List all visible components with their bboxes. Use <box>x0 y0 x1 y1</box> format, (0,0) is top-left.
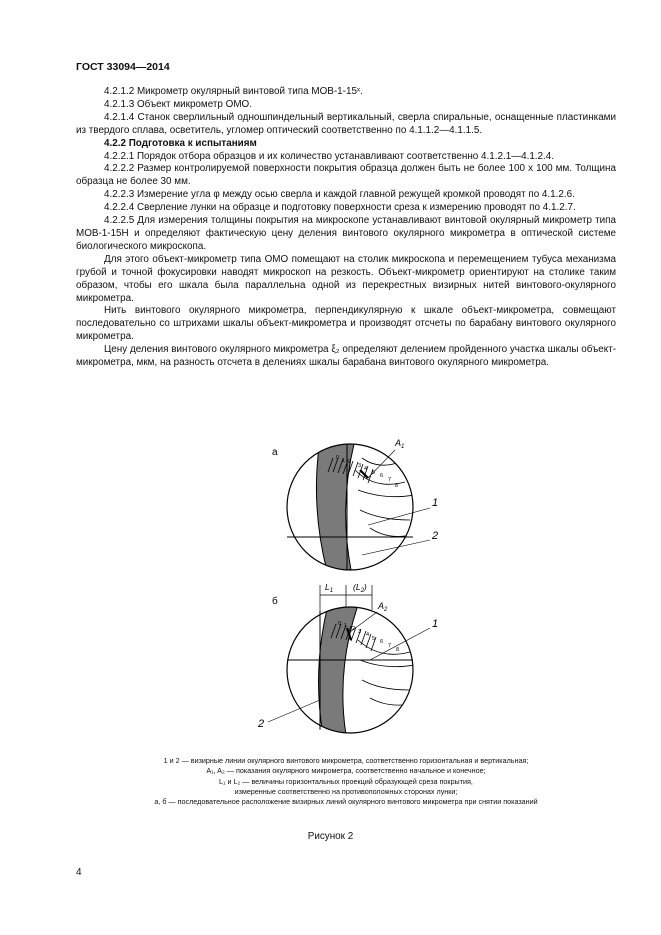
hatching-b <box>358 640 415 705</box>
callout-1-b: 1 <box>432 618 439 630</box>
section-heading: 4.2.2 Подготовка к испытаниям <box>104 137 257 149</box>
document-header: ГОСТ 33094—2014 <box>76 61 170 73</box>
legend-line: 1 и 2 — визирные линии окулярного винтового микрометра, соответственно горизонтальная и вертикальная; <box>163 756 529 765</box>
callout-2-a: 2 <box>432 530 439 542</box>
reading-label-a2: $A_2$ <box>378 601 388 613</box>
svg-text:4: 4 <box>366 632 370 638</box>
svg-text:0: 0 <box>336 455 340 461</box>
dim-l1-label: $L_1$ <box>325 582 334 594</box>
svg-text:5: 5 <box>372 470 376 476</box>
leader-2-b <box>268 700 320 722</box>
panel-a <box>272 438 438 575</box>
svg-text:4: 4 <box>364 466 368 472</box>
svg-text:7: 7 <box>388 477 392 483</box>
paragraph: 4.2.1.3 Объект микрометр ОМО. <box>104 98 252 110</box>
paragraph: 4.2.1.2 Микрометр окулярный винтовой типа МОВ-1-15ˣ. <box>104 86 363 97</box>
paragraph: 4.2.2.2 Размер контролируемой поверхности покрытия образца должен быть не более 100 х 100 мм. Толщина образца не более 30 мм. <box>76 163 616 188</box>
leader-2-a <box>362 540 430 555</box>
paragraph: Для этого объект-микрометр типа ОМО помещают на столик микроскопа и перемещением тубуса механизма грубой и точной фокусировки наводят микроскоп на резкость. Объект-микрометр ориентируют на столике таким образом, чтобы его шкала была параллельна одной из перекрестных визирных нитей винтового-окулярного микрометра. <box>76 253 616 304</box>
page-number: 4 <box>76 867 82 878</box>
svg-text:2: 2 <box>352 626 356 632</box>
svg-text:1: 1 <box>342 458 346 464</box>
figure-legend <box>76 756 616 807</box>
legend-line: измеренные соответственно на противоположных сторонах лунки; <box>234 786 458 796</box>
paragraph: 4.2.2.3 Измерение угла φ между осью сверла и каждой главной режущей кромкой проводят по 4.1.2.6. <box>104 189 575 201</box>
figure-2 <box>250 420 480 750</box>
svg-text:1: 1 <box>344 623 348 629</box>
paragraph: 4.2.2.5 Для измерения толщины покрытия на микроскопе устанавливают винтовой окулярный микрометр типа МОВ-1-15Н и определяют фактическую цену деления винтового окулярного микрометра в оптической системе биологического микроскопа. <box>76 215 616 252</box>
reading-label-a1: $A_1$ <box>395 438 405 450</box>
svg-text:3: 3 <box>358 629 362 635</box>
legend-line: A₁, A₂ — показания окулярного микрометра, соответственно начальное и конечное; <box>206 766 486 776</box>
svg-text:3: 3 <box>358 463 362 469</box>
body-text <box>76 86 616 370</box>
svg-text:8: 8 <box>395 483 399 489</box>
paragraph: Цену деления винтового окулярного микрометра ξ₂ определяют делением пройденного участка шкалы объект-микрометра, мкм, на разность отсчета в делениях шкалы барабана винтового окулярного микрометра. <box>76 344 616 369</box>
figure-caption: Рисунок 2 <box>307 831 354 842</box>
dim-l2-label: $(L_2)$ <box>353 582 367 594</box>
paragraph: Нить винтового окулярного микрометра, перпендикулярную к шкале объект-микрометра, совмещают последовательно со штрихами шкалы объект-микрометра и производят отсчеты по барабану винтового окулярного микрометра. <box>76 305 616 343</box>
paragraph: 4.2.2.1 Порядок отбора образцов и их количество устанавливают соответственно 4.1.2.1—4.1.2.4. <box>104 150 555 162</box>
svg-text:0: 0 <box>338 621 342 627</box>
paragraph: 4.2.1.4 Станок сверлильный одношпиндельный вертикальный, сверла спиральные, оснащенные пластинками из твердого сплава, осветитель, угломер оптический соответственно по 4.1.1.2—4.1.1.5. <box>76 111 616 136</box>
panel-a-label: а <box>272 447 278 458</box>
panel-b <box>257 595 438 735</box>
legend-line: а, б — последовательное расположение визирных линий окулярного винтового микрометра при снятии показаний <box>154 797 538 807</box>
leader-1-b <box>370 628 430 660</box>
callout-1-a: 1 <box>432 497 439 509</box>
svg-text:6: 6 <box>380 639 384 645</box>
svg-text:8: 8 <box>396 647 400 653</box>
svg-text:5: 5 <box>372 636 376 642</box>
callout-2-b: 2 <box>258 718 265 730</box>
svg-text:2: 2 <box>348 459 352 465</box>
legend-line: L₁ и L₂ — величины горизонтальных проекций образующей среза покрытия, <box>219 776 473 786</box>
paragraph: 4.2.2.4 Сверление лунки на образце и подготовку поверхности среза к измерению проводят по 4.1.2.7. <box>104 202 576 214</box>
svg-text:6: 6 <box>380 473 384 479</box>
svg-text:7: 7 <box>388 643 392 649</box>
panel-b-label: б <box>272 596 278 607</box>
